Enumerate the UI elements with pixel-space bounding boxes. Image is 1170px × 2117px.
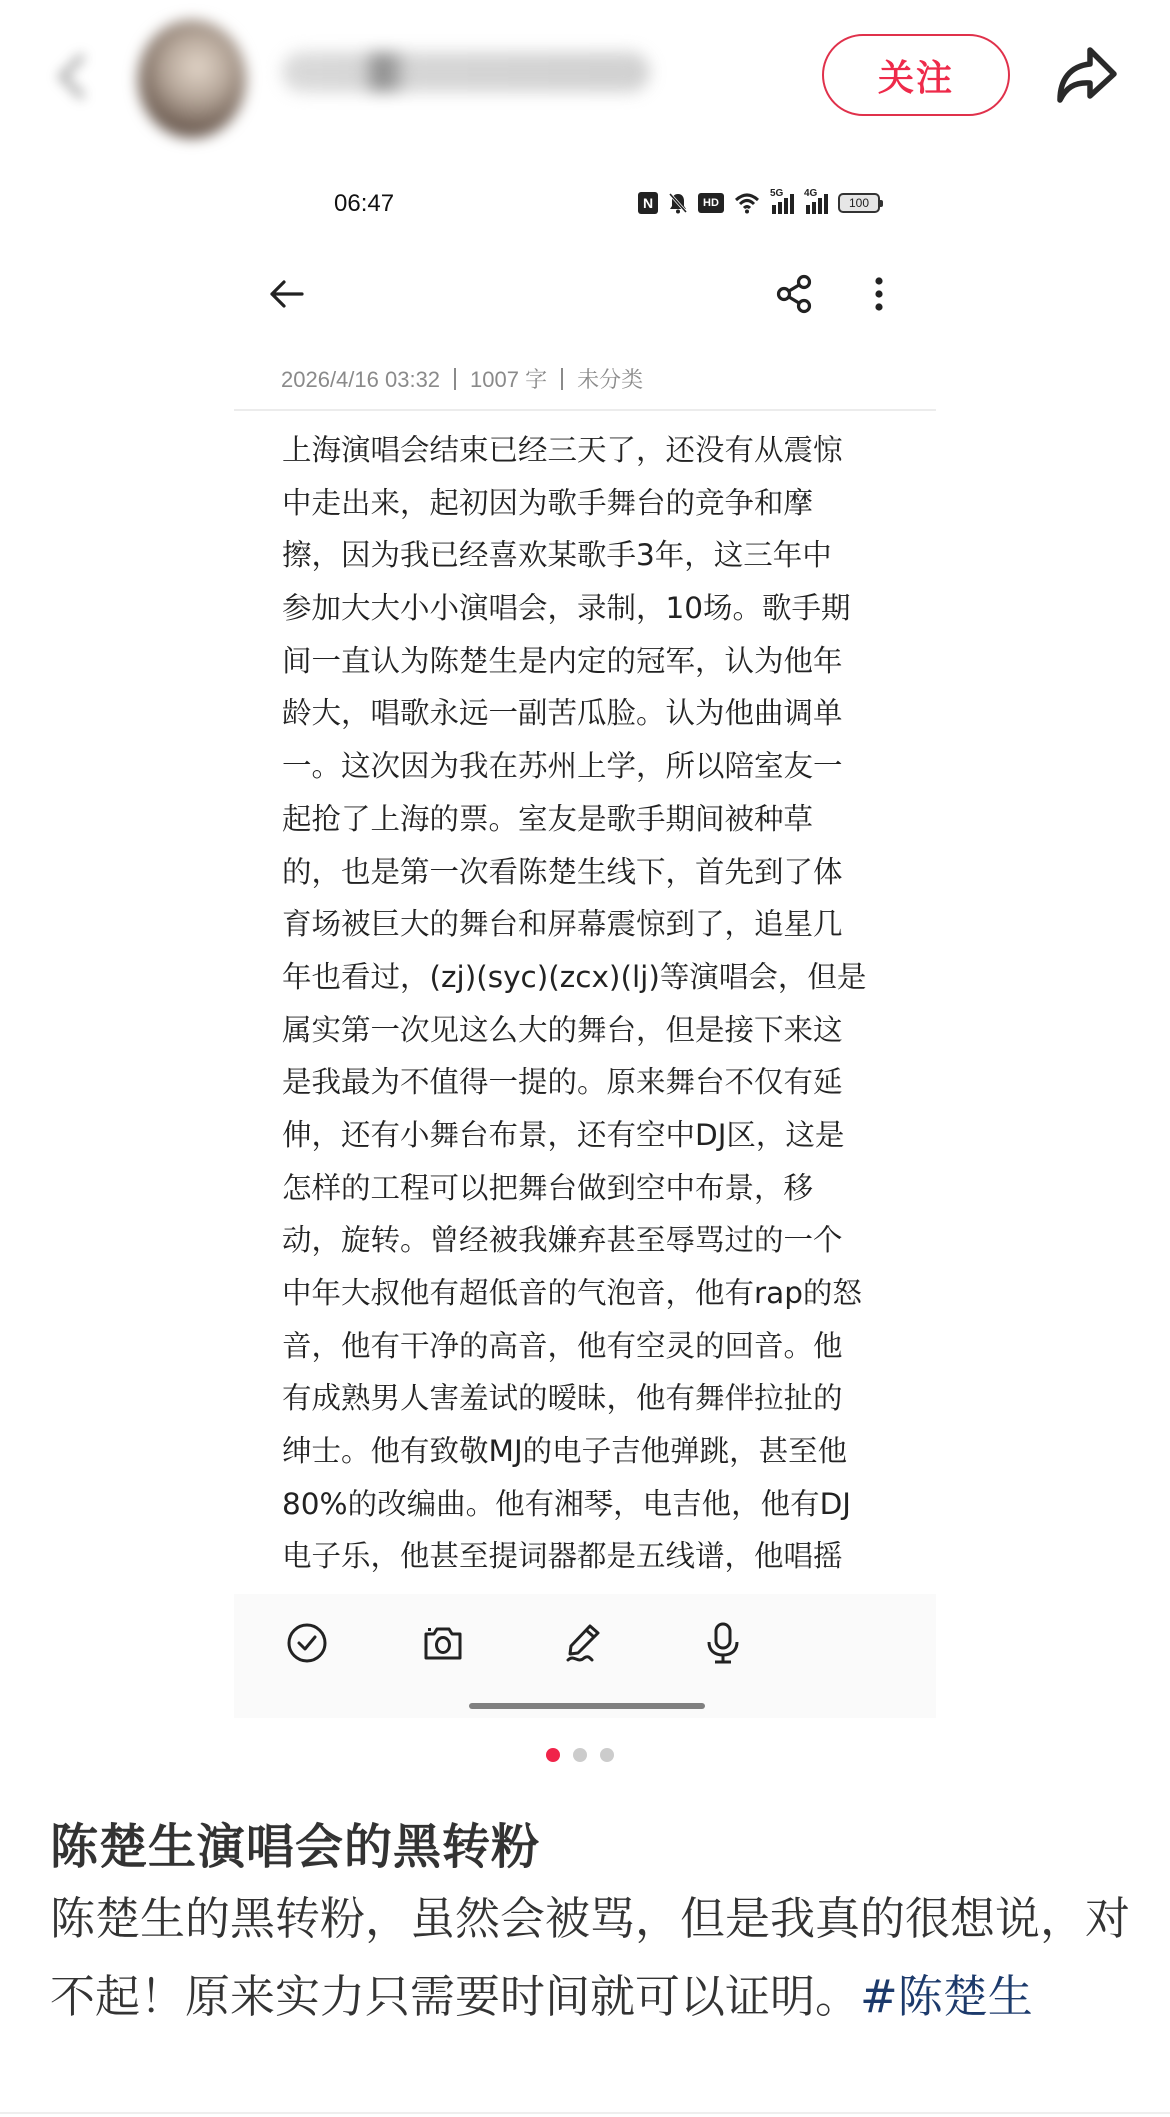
body-line: 属实第一次见这么大的舞台，但是接下来这 <box>282 1012 843 1047</box>
meta-separator <box>454 368 456 390</box>
follow-button[interactable]: 关注 <box>822 34 1010 116</box>
bottom-divider <box>0 2112 1170 2114</box>
arrow-left-icon[interactable] <box>264 272 308 316</box>
hashtag-link[interactable]: #陈楚生 <box>860 1970 1033 2023</box>
body-line: 伸，还有小舞台布景，还有空中DJ区，这是 <box>282 1117 845 1152</box>
body-line: 是我最为不值得一提的。原来舞台不仅有延 <box>282 1065 843 1100</box>
note-screenshot-image[interactable] <box>234 160 936 1720</box>
hd-voice-icon: HD <box>698 193 724 213</box>
share-nodes-icon[interactable] <box>774 272 818 316</box>
body-line: 年也看过，(zj)(syc)(zcx)(lj)等演唱会，但是 <box>282 959 867 994</box>
body-line: 参加大大小小演唱会，录制，10场。歌手期 <box>282 591 851 626</box>
status-time: 06:47 <box>334 190 395 217</box>
body-line: 动，旋转。曾经被我嫌弃甚至辱骂过的一个 <box>282 1223 843 1258</box>
body-line: 的，也是第一次看陈楚生线下，首先到了体 <box>282 854 843 889</box>
status-icons <box>638 188 880 215</box>
share-arrow-icon[interactable] <box>1050 38 1122 110</box>
home-indicator <box>469 1703 705 1709</box>
5g-signal-icon: 5G <box>770 192 794 214</box>
body-line: 上海演唱会结束已经三天了，还没有从震惊 <box>282 433 843 467</box>
body-line: 中年大叔他有超低音的气泡音，他有rap的怒 <box>282 1276 862 1310</box>
nfc-icon: N <box>638 192 658 214</box>
username-blurred[interactable] <box>282 52 650 92</box>
body-line: 一。这次因为我在苏州上学，所以陪室友一 <box>282 749 843 784</box>
body-line: 绅士。他有致敬MJ的电子吉他弹跳，甚至他 <box>282 1434 848 1469</box>
body-line: 怎样的工程可以把舞台做到空中布景，移 <box>282 1170 814 1205</box>
post-caption <box>50 1880 1140 2036</box>
more-vertical-icon[interactable] <box>864 272 894 316</box>
note-word-count: 1007 字 <box>470 367 548 392</box>
note-body[interactable] <box>282 424 894 1583</box>
meta-divider <box>234 409 936 411</box>
wifi-icon <box>734 192 760 214</box>
body-line: 有成熟男人害羞试的暧昧，他有舞伴拉扯的 <box>282 1381 843 1416</box>
4g-signal-icon: 4G <box>804 192 828 214</box>
note-datetime: 2026/4/16 03:32 <box>281 367 441 392</box>
battery-icon: 100 <box>838 193 880 213</box>
body-line: 间一直认为陈楚生是内定的冠军，认为他年 <box>282 643 843 678</box>
note-meta <box>281 363 643 394</box>
edit-toolbar <box>234 1594 936 1718</box>
body-line: 电子乐，他甚至提词器都是五线谱，他唱摇 <box>282 1539 843 1574</box>
body-line: 龄大，唱歌永远一副苦瓜脸。认为他曲调单 <box>282 696 843 731</box>
checklist-icon[interactable] <box>284 1620 330 1666</box>
body-line: 80%的改编曲。他有湘琴，电吉他，他有DJ <box>282 1486 851 1521</box>
body-line: 中走出来，起初因为歌手舞台的竞争和摩 <box>282 485 814 520</box>
post-caption-text: 陈楚生的黑转粉，虽然会被骂，但是我真的很想说，对不起！原来实力只需要时间就可以证明。 <box>50 1892 1131 2023</box>
post-title: 陈楚生演唱会的黑转粉 <box>50 1819 541 1875</box>
chevron-left-icon[interactable] <box>52 48 92 108</box>
note-category[interactable]: 未分类 <box>577 367 644 392</box>
handwriting-pen-icon[interactable] <box>560 1620 606 1666</box>
pager-dot[interactable] <box>573 1748 587 1762</box>
body-line: 起抢了上海的票。室友是歌手期间被种草 <box>282 801 814 836</box>
body-line: 擦，因为我已经喜欢某歌手3年，这三年中 <box>282 538 832 573</box>
pager-dot-active[interactable] <box>546 1748 560 1762</box>
image-pager <box>546 1748 614 1762</box>
body-line: 音，他有干净的高音，他有空灵的回音。他 <box>282 1328 843 1363</box>
meta-separator <box>561 368 563 390</box>
pager-dot[interactable] <box>600 1748 614 1762</box>
camera-icon[interactable] <box>420 1620 466 1666</box>
app-header <box>0 0 1170 150</box>
body-line: 育场被巨大的舞台和屏幕震惊到了，追星几 <box>282 907 843 942</box>
mute-bell-icon <box>668 192 688 214</box>
microphone-icon[interactable] <box>700 1620 746 1666</box>
avatar[interactable] <box>138 20 246 138</box>
